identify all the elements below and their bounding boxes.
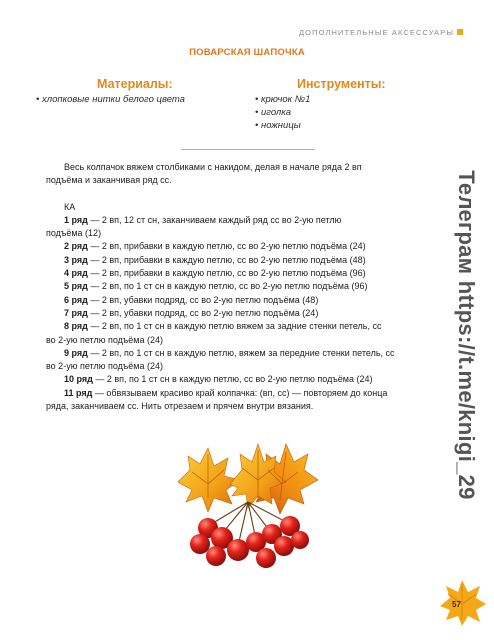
materials-heading: Материалы: (97, 77, 173, 91)
tools-item: • крючок №1 (255, 94, 311, 105)
row-instruction: 11 ряд — обвязываем красиво край колпачка: (вп, сс) — повторяем до конца (64, 387, 388, 398)
row-instruction: 2 ряд — 2 вп, прибавки в каждую петлю, сс во 2-ую петлю подъёма (24) (64, 241, 366, 252)
row-instruction-cont: во 2-ую петлю подъёма (24) (46, 361, 164, 372)
tools-heading: Инструменты: (297, 77, 386, 91)
row-number: 3 ряд (64, 254, 88, 265)
row-instruction: 8 ряд — 2 вп, по 1 ст сн в каждую петлю вяжем за задние стенки петель, сс (64, 321, 382, 332)
running-header (299, 28, 463, 37)
row-instruction: 4 ряд — 2 вп, прибавки в каждую петлю, сс во 2-ую петлю подъёма (96) (64, 268, 366, 279)
row-number: 1 ряд (64, 214, 88, 225)
row-instruction-cont: ряда, заканчиваем сс. Нить отрезаем и прячем внутри вязания. (46, 401, 314, 412)
row-instruction: 5 ряд — 2 вп, по 1 ст сн в каждую петлю, сс во 2-ую петлю подъёма (96) (64, 281, 368, 292)
row-instruction: 3 ряд — 2 вп, прибавки в каждую петлю, сс во 2-ую петлю подъёма (48) (64, 254, 366, 265)
square-marker-icon (457, 29, 463, 35)
section-divider (181, 149, 315, 150)
intro-line: Весь колпачок вяжем столбиками с накидом, делая в начале ряда 2 вп (64, 162, 362, 172)
row-number: 8 ряд (64, 321, 88, 332)
ka-label: КА (64, 201, 76, 212)
tools-item: • ножницы (255, 120, 301, 131)
row-number: 7 ряд (64, 307, 88, 318)
page-title: ПОВАРСКАЯ ШАПОЧКА (189, 47, 305, 58)
materials-list (36, 93, 185, 106)
row-number: 5 ряд (64, 281, 88, 292)
row-instruction: 6 ряд — 2 вп, убавки подряд, сс во 2-ую петлю подъёма (48) (64, 294, 319, 305)
instructions (46, 161, 422, 413)
row-number: 4 ряд (64, 268, 88, 279)
row-number: 2 ряд (64, 241, 88, 252)
tools-list (255, 93, 310, 132)
row-number: 11 ряд (64, 387, 93, 398)
row-number: 10 ряд (64, 374, 93, 385)
materials-item: • хлопковые нитки белого цвета (36, 94, 185, 105)
row-instruction: 10 ряд — 2 вп, по 1 ст сн в каждую петлю, сс во 2-ую петлю подъёма (24) (64, 374, 373, 385)
tools-item: • иголка (255, 107, 292, 118)
maple-leaf-icon (436, 580, 486, 626)
maple-leaf-left (178, 448, 240, 512)
row-number: 6 ряд (64, 294, 88, 305)
row-number: 9 ряд (64, 347, 88, 358)
spacer (46, 188, 422, 201)
row-instruction: 7 ряд — 2 вп, убавки подряд, сс во 2-ую петлю подъёма (24) (64, 307, 319, 318)
rowan-berries (190, 516, 309, 568)
row-instruction: 1 ряд — 2 вп, 12 ст сн, заканчиваем каждый ряд сс во 2-ую петлю (64, 214, 342, 225)
row-instruction: 9 ряд — 2 вп, по 1 ст сн в каждую петлю, вяжем за передние стенки петель, сс (64, 347, 395, 358)
row-instruction-cont: подъёма (12) (46, 228, 102, 239)
section-name: ДОПОЛНИТЕЛЬНЫЕ АКСЕССУАРЫ (299, 28, 455, 37)
maple-leaves-rowan-berries-illustration (168, 440, 328, 575)
watermark-vertical (451, 150, 481, 520)
row-instruction-cont: во 2-ую петлю подъёма (24) (46, 334, 164, 345)
intro-line: подъёма и заканчивая ряд сс. (46, 175, 172, 186)
watermark-text: Телеграм https://t.me/knigi_29 (454, 170, 479, 500)
page-number: 57 (452, 600, 461, 609)
